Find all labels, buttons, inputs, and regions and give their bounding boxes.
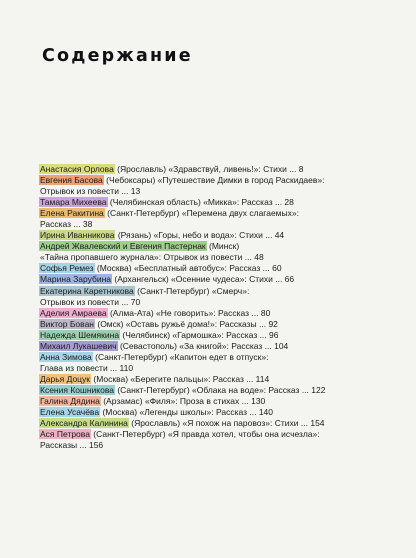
entry-details: (Санкт-Петербург) «Перемена двух слагаемых»: (104, 208, 299, 219)
author-name-highlight: Надежда Шемякина (40, 329, 120, 340)
author-name-highlight: Михаил Лукашевич (40, 340, 117, 351)
toc-entry-line (40, 164, 412, 175)
entry-details: (Санкт-Петербург) «Я правда хотел, чтобы она исчезла»: (90, 429, 320, 440)
entry-details: (Архангельск) «Осенние чудеса»: Стихи ... 66 (112, 274, 295, 285)
toc-entry (40, 330, 412, 341)
author-name-highlight: Галина Дядина (40, 395, 100, 406)
toc-entry (40, 418, 412, 429)
author-name-highlight: Анастасия Орлова (40, 164, 114, 174)
toc-entry (40, 286, 412, 308)
author-name-highlight: Ирина Иванникова (40, 230, 115, 241)
author-name-highlight: Дарья Доцук (40, 373, 91, 384)
entry-details: (Москва) «Бесплатный автобус»: Рассказ ... 60 (94, 263, 282, 274)
toc-entry (40, 429, 412, 451)
entry-details: (Москва) «Легенды школы»: Рассказ ... 140 (100, 407, 274, 418)
toc-entry (40, 396, 412, 407)
page-title: Содержание (42, 46, 193, 66)
toc-entry-line (40, 241, 412, 252)
toc-entry-line (40, 352, 412, 363)
entry-details: (Рязань) «Горы, небо и вода»: Стихи ... 44 (115, 230, 285, 241)
author-name-highlight: Елена Ракитина (40, 208, 104, 219)
toc-entry-line (40, 274, 412, 285)
entry-details: (Москва) «Берегите пальцы»: Рассказ ... 114 (91, 373, 270, 384)
author-name-highlight: Марина Зарубина (40, 274, 112, 285)
author-name-highlight: Елена Усачёва (40, 407, 100, 418)
toc-entry (40, 197, 412, 208)
toc-entry (40, 374, 412, 385)
entry-details: (Санкт-Петербург) «Смерч»: (134, 285, 250, 296)
table-of-contents (40, 164, 412, 451)
toc-entry-continuation (40, 440, 412, 451)
entry-details: (Ярославль) «Здравствуй, ливень!»: Стихи ... 8 (114, 164, 304, 174)
toc-entry (40, 341, 412, 352)
entry-page-ref: «Тайна пропавшего журнала»: Отрывок из повести ... 48 (40, 252, 264, 263)
entry-page-ref: Отрывок из повести ... 70 (40, 296, 141, 307)
author-name-highlight: Евгения Басова (40, 175, 103, 186)
toc-entry-line (40, 175, 412, 186)
toc-entry-line (40, 319, 412, 330)
toc-entry-line (40, 330, 412, 341)
toc-entry-line (40, 197, 412, 208)
toc-entry-continuation (40, 363, 412, 374)
entry-details: (Алма-Ата) «Не говорить»: Рассказ ... 80 (107, 307, 271, 318)
toc-entry-line (40, 230, 412, 241)
toc-entry (40, 164, 412, 175)
toc-entry (40, 241, 412, 263)
toc-entry-line (40, 286, 412, 297)
toc-entry-line (40, 374, 412, 385)
entry-details: (Санкт-Петербург) «Облака на воде»: Рассказ ... 122 (114, 384, 326, 395)
toc-entry (40, 308, 412, 319)
author-name-highlight: Виктор Бован (40, 318, 94, 329)
author-name-highlight: Александра Калинина (40, 418, 128, 429)
entry-page-ref: Рассказы ... 156 (40, 440, 104, 451)
entry-details: (Арзамас) «Филя»: Проза в стихах ... 130 (100, 395, 266, 406)
toc-entry (40, 319, 412, 330)
entry-details: (Челябинск) «Гармошка»: Рассказ ... 96 (120, 329, 279, 340)
entry-page-ref: Глава из повести ... 110 (40, 362, 134, 373)
toc-entry-line (40, 341, 412, 352)
entry-page-ref: Отрывок из повести ... 13 (40, 186, 141, 197)
toc-entry (40, 230, 412, 241)
toc-entry-line (40, 418, 412, 429)
entry-details: (Омск) «Оставь ружьё дома!»: Рассказы ... 92 (95, 318, 278, 329)
entry-details: (Минск) (206, 241, 240, 252)
author-name-highlight: Екатерина Каретникова (40, 285, 134, 296)
toc-entry-line (40, 429, 412, 440)
toc-entry-line (40, 263, 412, 274)
author-name-highlight: Андрей Жвалевский и Евгения Пастернак (40, 241, 206, 252)
author-name-highlight: Тамара Михеева (40, 197, 107, 208)
toc-entry (40, 208, 412, 230)
toc-entry-line (40, 407, 412, 418)
entry-page-ref: Рассказ ... 38 (40, 219, 93, 230)
toc-entry-continuation (40, 297, 412, 308)
author-name-highlight: Ксения Кошникова (40, 384, 114, 395)
author-name-highlight: Ася Петрова (40, 429, 90, 440)
toc-entry (40, 407, 412, 418)
entry-details: (Ярославль) «Я похож на паровоз»: Стихи ... 154 (128, 418, 325, 429)
author-name-highlight: Софья Ремез (40, 263, 94, 274)
toc-entry (40, 385, 412, 396)
entry-details: (Санкт-Петербург) «Капитон едет в отпуск»: (92, 351, 269, 362)
author-name-highlight: Аделия Амраева (40, 307, 107, 318)
toc-entry-line (40, 208, 412, 219)
toc-entry-line (40, 385, 412, 396)
toc-entry-line (40, 396, 412, 407)
author-name-highlight: Анна Зимова (40, 351, 92, 362)
toc-entry (40, 352, 412, 374)
entry-details: (Севастополь) «За книгой»: Рассказ ... 104 (117, 340, 289, 351)
toc-entry-continuation (40, 186, 412, 197)
toc-entry (40, 175, 412, 197)
entry-details: (Челябинская область) «Микка»: Рассказ ... 28 (107, 197, 294, 208)
toc-entry-continuation (40, 219, 412, 230)
toc-entry-continuation (40, 252, 412, 263)
toc-entry (40, 263, 412, 274)
entry-details: (Чебоксары) «Путешествие Димки в город Раскидаев»: (103, 175, 325, 186)
toc-entry (40, 274, 412, 285)
toc-entry-line (40, 308, 412, 319)
